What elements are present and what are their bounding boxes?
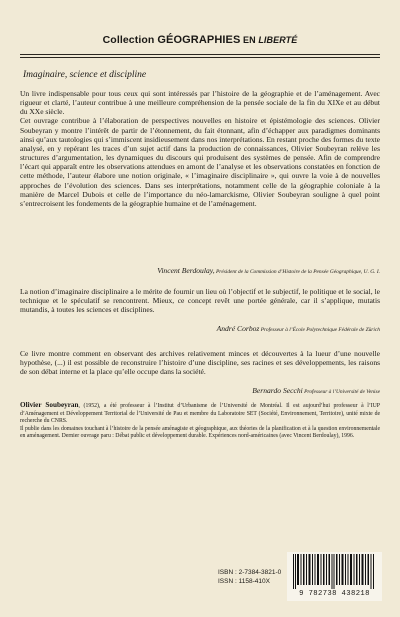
quote-block-2 [20, 287, 380, 314]
attribution-name: Vincent Berdoulay, [157, 266, 215, 275]
barcode-number: 9 782738 438218 [299, 590, 370, 598]
header-rule-top [20, 54, 380, 55]
quote-corboz: La notion d’imaginaire disciplinaire a le mérite de fournir un lieu où l’objectif et le subjectif, le politique et le social, le technique et le spéculatif se rencontrent. Mieux, ce concept revêt une portée générale, car il s’applique, mutatis mutandis, à toutes les sciences et disciplines. [20, 287, 380, 315]
attribution-role: Président de la Commission d’Histoire de la Pensée Géographique, U. G. I. [214, 269, 380, 275]
author-bio [20, 402, 380, 441]
blurb-paragraph-1: Un livre indispensable pour tous ceux qui sont intéressés par l’histoire de la géographie et de l’aménagement. Avec rigueur et clarté, l’auteur contribue à une meilleure compréhension de la pensée sociale de la fin du XIXe et au début du XXe siècle. [20, 89, 380, 117]
attribution-name: Bernardo Secchi [252, 386, 303, 395]
quote-secchi: Ce livre montre comment en observant des archives relativement minces et découvertes à la lueur d’une nouvelle hypothèse, (...) il est possible de reconstruire l’histoire d’une discipline, ses racines et ses développements, les raisons de son débat interne et la place qu’elle occupe dans la société. [20, 349, 380, 377]
issn: ISSN : 1158-410X [218, 578, 270, 585]
barcode-bars [293, 554, 375, 589]
quote-block-3 [20, 349, 380, 376]
attribution-name: André Corboz [216, 324, 260, 333]
blurb-block-1 [20, 89, 380, 208]
book-subtitle: Imaginaire, science et discipline [23, 70, 147, 80]
collection-en: EN [240, 35, 259, 45]
attribution-secchi [252, 386, 380, 395]
author-bio-text-2: Il publie dans les domaines touchant à l’histoire de la pensée aménagiste et géographique, aux théories de la planification et à la question environnementale en aménagement. Dernier ouvrage paru : Débat public et développement durable. Expériences nord-américaines (avec Vincent Berdoulay), 1996. [20, 425, 380, 440]
isbn: ISBN : 2-7384-3821-0 [218, 569, 282, 576]
attribution-berdoulay [157, 266, 380, 275]
blurb-paragraph-2: Cet ouvrage contribue à l’élaboration de perspectives nouvelles en histoire et épistémologie des sciences. Olivier Soubeyran y montre l’intérêt de partir de l’étonnement, du fait étonnant, afin d’échapper aux paradigmes dominants ainsi qu’aux tautologies qui s’immiscent insidieusement dans nos interprétations. En restant proche des formes du texte analysé, en y repérant les traces d’un sujet actif dans la production de connaissances, Olivier Soubeyran relève les structures d’argumentation, les dynamiques du discours qui produisent des systèmes de pensée. Afin de comprendre l’écart qui apparaît entre les observations attendues en amont de l’analyse et les observations constatées en fonction de cette méthode, l’auteur élabore une notion originale, « l’imaginaire disciplinaire », qui ouvre la voie à de nouvelles approches de l’évolution des sciences. Dans ses interprétations, notamment celle de la géographie coloniale à la manière de Marcel Dubois et celle de l’importance du néo-lamarckisme, Olivier Soubeyran souligne à quel point s’entrecroisent les fondements de la géographie humaine et de l’aménagement. [20, 116, 380, 208]
author-bio-text: , (1952), a été professeur à l’Institut d’Urbanisme de l’Université de Montréal. Il est aujourd’hui professeur à l’IUP d’Aménagement et Développement Territorial de l’Université de Pau et membre du Laboratoire SET (Société, Environnement, Territoire), unité mixte de recherche du CNRS. [20, 403, 380, 425]
collection-liberte: LIBERTÉ [258, 35, 298, 45]
barcode [287, 552, 382, 601]
attribution-role: Professeur à l’Université de Venise [302, 389, 380, 395]
attribution-corboz [217, 324, 380, 333]
collection-prefix: Collection [102, 34, 158, 46]
author-name: Olivier Soubeyran [20, 401, 79, 409]
collection-header [0, 34, 400, 46]
header-rule-bottom [20, 57, 380, 58]
collection-series: GÉOGRAPHIES [157, 34, 241, 46]
attribution-role: Professeur à l’École Polytechnique Fédérale de Zürich [259, 327, 380, 333]
